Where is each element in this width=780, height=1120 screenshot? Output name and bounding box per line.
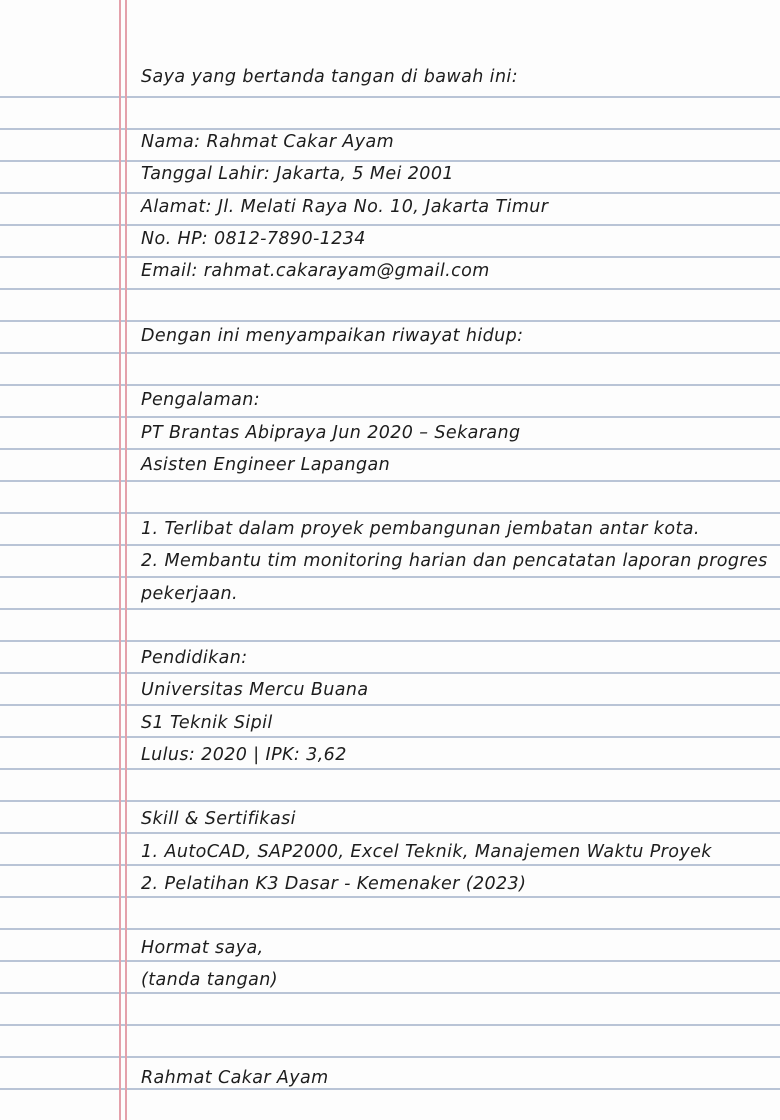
skills-item-1: 1. AutoCAD, SAP2000, Excel Teknik, Manajemen Waktu Proyek — [141, 842, 712, 862]
experience-duty-1: 1. Terlibat dalam proyek pembangunan jembatan antar kota. — [141, 519, 700, 539]
signature-note: (tanda tangan) — [141, 970, 278, 990]
education-heading: Pendidikan: — [141, 648, 248, 668]
skills-item-2: 2. Pelatihan K3 Dasar - Kemenaker (2023) — [141, 874, 527, 894]
experience-heading: Pengalaman: — [141, 390, 260, 410]
phone-line: No. HP: 0812-7890-1234 — [141, 229, 366, 249]
address-line: Alamat: Jl. Melati Raya No. 10, Jakarta Timur — [141, 197, 549, 217]
experience-company: PT Brantas Abipraya Jun 2020 – Sekarang — [141, 423, 521, 443]
margin-line-left — [119, 0, 121, 1120]
margin-line-right — [125, 0, 127, 1120]
birth-line: Tanggal Lahir: Jakarta, 5 Mei 2001 — [141, 164, 454, 184]
education-result: Lulus: 2020 | IPK: 3,62 — [141, 745, 347, 765]
education-degree: S1 Teknik Sipil — [141, 713, 273, 733]
signer-name: Rahmat Cakar Ayam — [141, 1068, 329, 1088]
skills-heading: Skill & Sertifikasi — [141, 809, 296, 829]
paper-top-blank — [0, 0, 780, 66]
intro-line: Dengan ini menyampaikan riwayat hidup: — [141, 326, 524, 346]
closing-salutation: Hormat saya, — [141, 938, 264, 958]
email-line: Email: rahmat.cakarayam@gmail.com — [141, 261, 490, 281]
experience-duty-2: 2. Membantu tim monitoring harian dan pencatatan laporan progres — [141, 551, 768, 571]
education-school: Universitas Mercu Buana — [141, 680, 369, 700]
name-line: Nama: Rahmat Cakar Ayam — [141, 132, 395, 152]
experience-duty-2-continued: pekerjaan. — [141, 584, 238, 604]
experience-position: Asisten Engineer Lapangan — [141, 455, 391, 475]
opening-line: Saya yang bertanda tangan di bawah ini: — [141, 67, 518, 87]
